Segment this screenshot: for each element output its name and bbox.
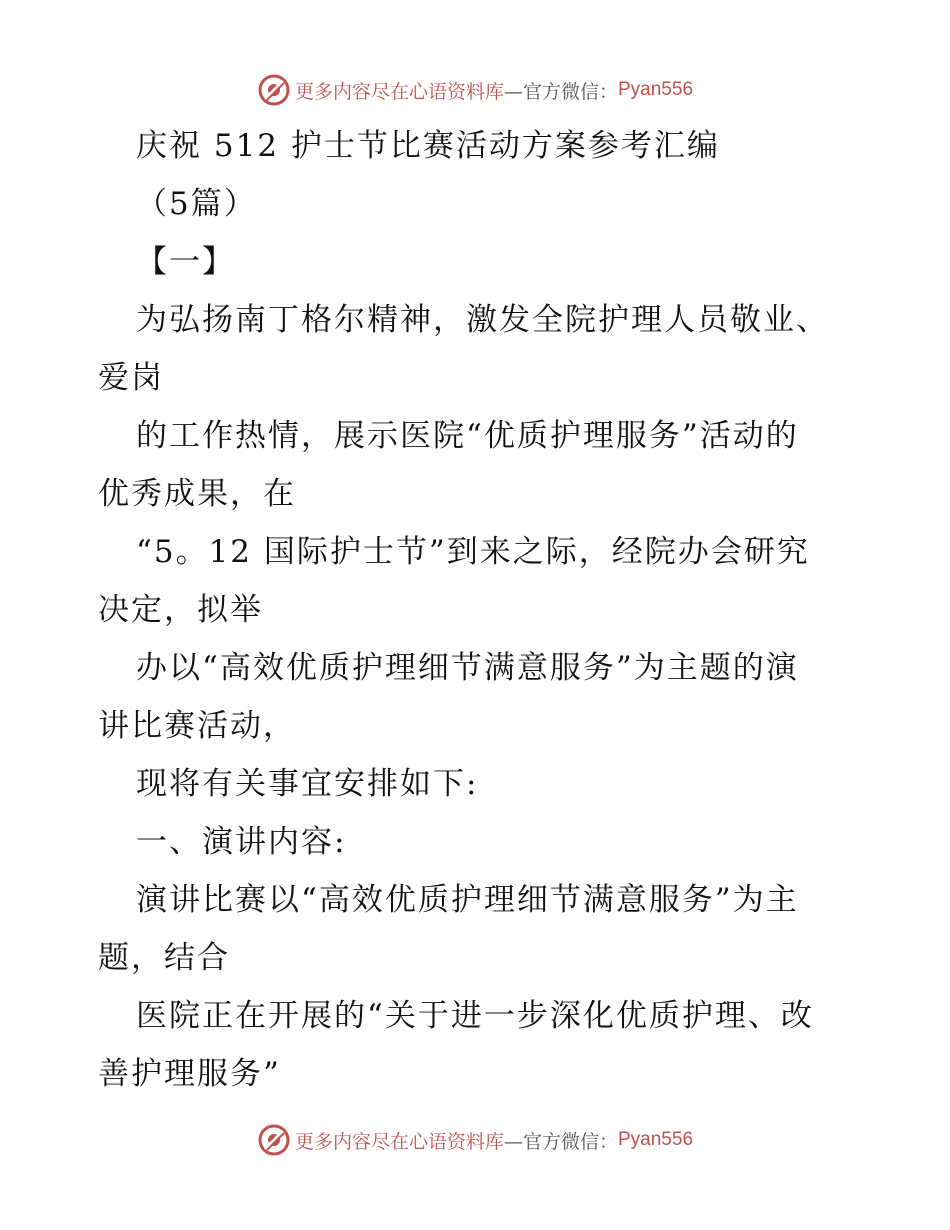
brand-logo-icon [257, 1123, 291, 1157]
banner-wechat-id: Pyan556 [618, 79, 694, 100]
paragraph-line: 爱岗 [98, 360, 164, 396]
header-banner [0, 70, 950, 110]
banner-wechat-id: Pyan556 [618, 1129, 694, 1150]
paragraph-line: 为弘扬南丁格尔精神，激发全院护理人员敬业、 [136, 302, 829, 338]
section-heading: 一、演讲内容: [136, 824, 347, 860]
brand-logo-icon [257, 73, 291, 107]
document-body [98, 117, 858, 1103]
paragraph-line: 善护理服务” [98, 1056, 281, 1092]
section-marker: 【一】 [136, 244, 235, 280]
banner-site-name: 更多内容尽在心语资料库 [294, 80, 504, 103]
paragraph-line: 优秀成果，在 [98, 476, 296, 512]
document-subtitle: （5篇） [136, 186, 257, 222]
banner-wechat-label: —官方微信： [503, 1130, 618, 1153]
paragraph-line: 医院正在开展的“关于进一步深化优质护理、改 [136, 998, 814, 1034]
footer-banner [0, 1120, 950, 1160]
paragraph-line: 演讲比赛以“高效优质护理细节满意服务”为主 [136, 882, 799, 918]
document-title: 庆祝 512 护士节比赛活动方案参考汇编 [136, 128, 720, 164]
paragraph-line: 题，结合 [98, 940, 230, 976]
paragraph-line: 讲比赛活动， [98, 708, 296, 744]
paragraph-line: 办以“高效优质护理细节满意服务”为主题的演 [136, 650, 799, 686]
paragraph-line: 决定，拟举 [98, 592, 263, 628]
banner-site-name: 更多内容尽在心语资料库 [294, 1130, 504, 1153]
paragraph-line: 的工作热情，展示医院“优质护理服务”活动的 [136, 418, 799, 454]
paragraph-line: “5。12 国际护士节”到来之际，经院办会研究 [136, 534, 810, 570]
banner-wechat-label: —官方微信： [503, 80, 618, 103]
paragraph-line: 现将有关事宜安排如下: [136, 766, 479, 802]
